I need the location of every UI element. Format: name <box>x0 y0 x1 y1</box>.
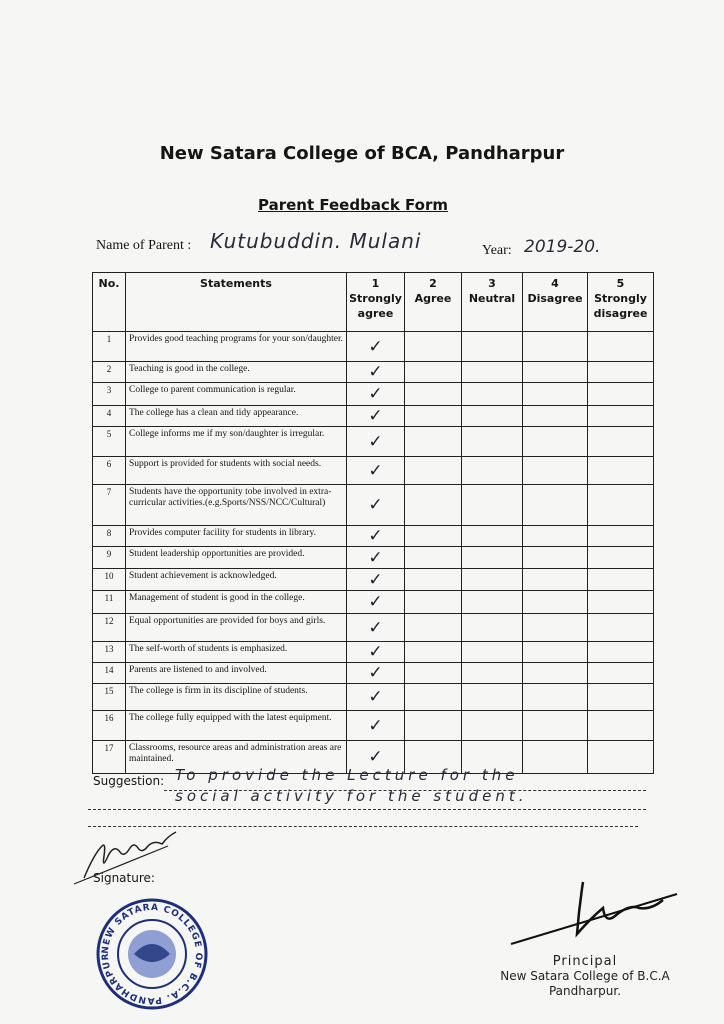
tick-mark-cell[interactable]: ✓ <box>347 614 405 642</box>
tick-mark-cell[interactable]: ✓ <box>347 569 405 591</box>
neutral-cell[interactable] <box>462 526 523 547</box>
strongly-disagree-cell[interactable] <box>588 591 654 614</box>
row-statement: Provides good teaching programs for your son/daughter. <box>126 332 347 362</box>
strongly-disagree-cell[interactable] <box>588 362 654 383</box>
table-row <box>93 427 654 457</box>
year-label: Year: <box>482 243 512 258</box>
tick-mark-cell[interactable]: ✓ <box>347 427 405 457</box>
row-statement: Support is provided for students with social needs. <box>126 457 347 485</box>
tick-mark-cell[interactable]: ✓ <box>347 457 405 485</box>
neutral-cell[interactable] <box>462 684 523 711</box>
disagree-cell[interactable] <box>523 457 588 485</box>
table-row <box>93 614 654 642</box>
principal-block <box>470 954 700 999</box>
row-statement: Student achievement is acknowledged. <box>126 569 347 591</box>
header-c5-num: 5 <box>616 277 625 290</box>
signature-label: Signature: <box>93 871 155 885</box>
row-statement: The college has a clean and tidy appearance. <box>126 406 347 427</box>
form-title-text: Parent Feedback Form <box>258 196 448 214</box>
table-row <box>93 591 654 614</box>
principal-college: New Satara College of B.C.A <box>500 969 670 983</box>
row-number: 17 <box>93 741 126 774</box>
agree-cell[interactable] <box>405 526 462 547</box>
disagree-cell[interactable] <box>523 614 588 642</box>
strongly-disagree-cell[interactable] <box>588 383 654 406</box>
tick-mark-cell[interactable]: ✓ <box>347 711 405 741</box>
feedback-table <box>92 272 654 774</box>
suggestion-text-line-2[interactable]: social activity for the student. <box>175 787 528 805</box>
neutral-cell[interactable] <box>462 663 523 684</box>
principal-title: Principal <box>552 954 618 969</box>
agree-cell[interactable] <box>405 663 462 684</box>
neutral-cell[interactable] <box>462 406 523 427</box>
disagree-cell[interactable] <box>523 383 588 406</box>
agree-cell[interactable] <box>405 642 462 663</box>
tick-mark-cell[interactable]: ✓ <box>347 332 405 362</box>
table-row <box>93 642 654 663</box>
form-title <box>0 196 706 214</box>
row-statement: The college fully equipped with the latest equipment. <box>126 711 347 741</box>
disagree-cell[interactable] <box>523 591 588 614</box>
tick-mark-cell[interactable]: ✓ <box>347 526 405 547</box>
college-title: New Satara College of BCA, Pandharpur <box>159 143 565 164</box>
disagree-cell[interactable] <box>523 485 588 526</box>
table-row <box>93 663 654 684</box>
header-c3-label: Neutral <box>468 292 516 305</box>
header-c4-label: Disagree <box>527 292 583 305</box>
disagree-cell[interactable] <box>523 663 588 684</box>
strongly-disagree-cell[interactable] <box>588 642 654 663</box>
row-statement: Equal opportunities are provided for boys and girls. <box>126 614 347 642</box>
strongly-disagree-cell[interactable] <box>588 741 654 774</box>
table-row <box>93 406 654 427</box>
header-disagree <box>523 273 588 332</box>
college-seal <box>94 896 210 1012</box>
tick-mark-cell[interactable]: ✓ <box>347 591 405 614</box>
row-number: 15 <box>93 684 126 711</box>
row-statement: Teaching is good in the college. <box>126 362 347 383</box>
strongly-disagree-cell[interactable] <box>588 569 654 591</box>
table-row <box>93 362 654 383</box>
disagree-cell[interactable] <box>523 427 588 457</box>
tick-mark-cell[interactable]: ✓ <box>347 741 405 774</box>
row-number: 7 <box>93 485 126 526</box>
header-c1-num: 1 <box>371 277 380 290</box>
disagree-cell[interactable] <box>523 642 588 663</box>
row-statement: Classrooms, resource areas and administration areas are maintained. <box>126 741 347 774</box>
agree-cell[interactable] <box>405 332 462 362</box>
year-value: 2019-20. <box>524 237 601 257</box>
suggestion-text-line-1[interactable]: To provide the Lecture for the <box>175 766 519 784</box>
row-statement: College informs me if my son/daughter is irregular. <box>126 427 347 457</box>
suggestion-line-2 <box>88 809 646 810</box>
table-row <box>93 569 654 591</box>
disagree-cell[interactable] <box>523 711 588 741</box>
agree-cell[interactable] <box>405 383 462 406</box>
row-number: 9 <box>93 547 126 569</box>
header-strongly-disagree <box>588 273 654 332</box>
row-statement: Students have the opportunity tobe involved in extra-curricular activities.(e.g.Sports/NSS/NCC/Cultural) <box>126 485 347 526</box>
row-number: 3 <box>93 383 126 406</box>
row-statement: Student leadership opportunities are provided. <box>126 547 347 569</box>
agree-cell[interactable] <box>405 591 462 614</box>
agree-cell[interactable] <box>405 457 462 485</box>
row-number: 12 <box>93 614 126 642</box>
tick-mark-cell[interactable]: ✓ <box>347 642 405 663</box>
header-c2-num: 2 <box>429 277 437 290</box>
header-strongly-agree <box>347 273 405 332</box>
table-header-row <box>93 273 654 332</box>
header-c3-num: 3 <box>488 277 496 290</box>
strongly-disagree-cell[interactable] <box>588 711 654 741</box>
neutral-cell[interactable] <box>462 457 523 485</box>
strongly-disagree-cell[interactable] <box>588 332 654 362</box>
row-number: 10 <box>93 569 126 591</box>
row-statement: Management of student is good in the college. <box>126 591 347 614</box>
agree-cell[interactable] <box>405 711 462 741</box>
header-statements: Statements <box>126 273 347 332</box>
row-statement: Provides computer facility for students in library. <box>126 526 347 547</box>
disagree-cell[interactable] <box>523 332 588 362</box>
agree-cell[interactable] <box>405 362 462 383</box>
row-number: 5 <box>93 427 126 457</box>
disagree-cell[interactable] <box>523 526 588 547</box>
agree-cell[interactable] <box>405 614 462 642</box>
row-number: 8 <box>93 526 126 547</box>
disagree-cell[interactable] <box>523 569 588 591</box>
row-statement: The self-worth of students is emphasized. <box>126 642 347 663</box>
row-number: 11 <box>93 591 126 614</box>
table-row <box>93 457 654 485</box>
agree-cell[interactable] <box>405 406 462 427</box>
row-number: 14 <box>93 663 126 684</box>
tick-mark-cell[interactable]: ✓ <box>347 663 405 684</box>
row-number: 1 <box>93 332 126 362</box>
neutral-cell[interactable] <box>462 569 523 591</box>
agree-cell[interactable] <box>405 427 462 457</box>
table-row <box>93 684 654 711</box>
row-statement: College to parent communication is regular. <box>126 383 347 406</box>
principal-signature <box>505 878 685 950</box>
table-row <box>93 332 654 362</box>
parent-name-value: Kutubuddin. Mulani <box>210 229 422 253</box>
neutral-cell[interactable] <box>462 383 523 406</box>
tick-mark-cell[interactable]: ✓ <box>347 362 405 383</box>
header-c2-label: Agree <box>414 292 452 305</box>
header-c5-label: Strongly disagree <box>593 292 648 320</box>
strongly-disagree-cell[interactable] <box>588 547 654 569</box>
strongly-disagree-cell[interactable] <box>588 663 654 684</box>
suggestion-label: Suggestion: <box>93 774 165 788</box>
parent-name-label: Name of Parent : <box>96 238 192 253</box>
strongly-disagree-cell[interactable] <box>588 485 654 526</box>
disagree-cell[interactable] <box>523 406 588 427</box>
disagree-cell[interactable] <box>523 547 588 569</box>
neutral-cell[interactable] <box>462 614 523 642</box>
tick-mark-cell[interactable]: ✓ <box>347 383 405 406</box>
neutral-cell[interactable] <box>462 591 523 614</box>
header-c4-num: 4 <box>551 277 559 290</box>
principal-place: Pandharpur. <box>548 984 622 998</box>
tick-mark-cell[interactable]: ✓ <box>347 547 405 569</box>
table-row <box>93 547 654 569</box>
row-number: 4 <box>93 406 126 427</box>
row-statement: Parents are listened to and involved. <box>126 663 347 684</box>
tick-mark-cell[interactable]: ✓ <box>347 485 405 526</box>
strongly-disagree-cell[interactable] <box>588 457 654 485</box>
header-no: No. <box>93 273 126 332</box>
table-row <box>93 485 654 526</box>
row-statement: The college is firm in its discipline of students. <box>126 684 347 711</box>
tick-mark-cell[interactable]: ✓ <box>347 684 405 711</box>
neutral-cell[interactable] <box>462 711 523 741</box>
neutral-cell[interactable] <box>462 642 523 663</box>
table-row <box>93 711 654 741</box>
header-neutral <box>462 273 523 332</box>
row-number: 16 <box>93 711 126 741</box>
row-number: 6 <box>93 457 126 485</box>
disagree-cell[interactable] <box>523 741 588 774</box>
disagree-cell[interactable] <box>523 684 588 711</box>
table-row <box>93 383 654 406</box>
neutral-cell[interactable] <box>462 485 523 526</box>
tick-mark-cell[interactable]: ✓ <box>347 406 405 427</box>
agree-cell[interactable] <box>405 684 462 711</box>
neutral-cell[interactable] <box>462 332 523 362</box>
table-row <box>93 526 654 547</box>
agree-cell[interactable] <box>405 569 462 591</box>
seal-text: NEW SATARA COLLEGE OF B.C.A. PANDHARPUR <box>100 902 204 1006</box>
neutral-cell[interactable] <box>462 362 523 383</box>
disagree-cell[interactable] <box>523 362 588 383</box>
strongly-disagree-cell[interactable] <box>588 427 654 457</box>
neutral-cell[interactable] <box>462 547 523 569</box>
strongly-disagree-cell[interactable] <box>588 684 654 711</box>
header-agree <box>405 273 462 332</box>
strongly-disagree-cell[interactable] <box>588 406 654 427</box>
row-number: 13 <box>93 642 126 663</box>
strongly-disagree-cell[interactable] <box>588 526 654 547</box>
row-number: 2 <box>93 362 126 383</box>
header-c1-label: Strongly agree <box>349 292 402 320</box>
agree-cell[interactable] <box>405 547 462 569</box>
neutral-cell[interactable] <box>462 427 523 457</box>
strongly-disagree-cell[interactable] <box>588 614 654 642</box>
agree-cell[interactable] <box>405 485 462 526</box>
